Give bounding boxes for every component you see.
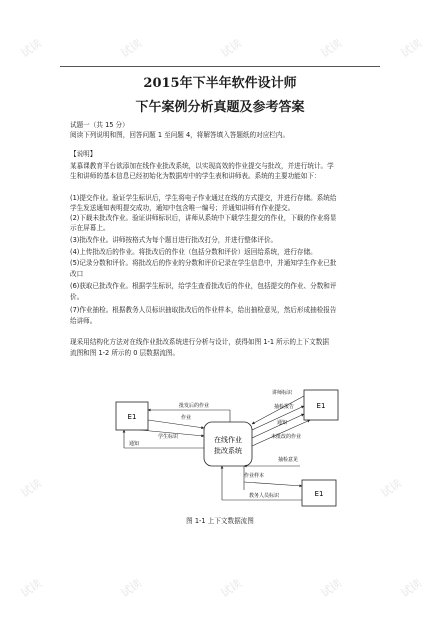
function-item-4: (4)上传批改后的作业。将批改后的作业（包括分数和评价）返回给系统，进行存储。 [70, 248, 317, 256]
watermark: 试读 [398, 576, 425, 601]
flow-arrow [244, 482, 302, 486]
function-item-3: (3)批改作业。讲师按格式为每个题目进行批改打分，并进行整体评价。 [70, 236, 278, 244]
flow-label-teacher-id: 讲师标识 [271, 390, 293, 396]
description-line: 生和讲师的基本信息已经初始化为数据库中的学生表和讲师表。系统的主要功能如下： [70, 172, 321, 180]
flow-label-spot-report: 抽检报告 [273, 404, 295, 410]
watermark: 试读 [218, 576, 245, 601]
watermark: 试读 [118, 576, 145, 601]
function-item-1: (1)提交作业。验证学生标识后，学生将电子作业通过在线的方式提交，并进行存储。系统给 [70, 194, 337, 202]
process-label-line2: 批改系统 [214, 447, 242, 455]
function-item-7-cont: 给讲师。 [70, 317, 97, 325]
outro-line: 现采用结构化方法对在线作业批改系统进行分析与设计，获得如图 1-1 所示的上下文数据 [70, 338, 329, 346]
figure-caption: 图 1-1 上下文数据流图 [186, 517, 254, 525]
outro-line: 流图和图 1-2 所示的 0 层数据流图。 [70, 349, 180, 357]
flow-label-student-id: 学生标识 [157, 434, 179, 440]
context-dfd [104, 382, 340, 510]
watermark: 试读 [18, 36, 45, 61]
watermark: 试读 [18, 476, 45, 501]
flow-arrow [148, 420, 204, 428]
process-label-line1: 在线作业 [214, 436, 242, 444]
flow-label-homework: 作业 [180, 415, 192, 421]
function-item-7: (7)作业抽检。根据教务人员标识抽取批改后的作业样本，给出抽检意见，然后形成抽检报告 [70, 306, 337, 314]
description-heading: 【说明】 [70, 150, 97, 158]
flow-label-staff-id: 教务人员标识 [248, 493, 280, 499]
flow-label-notice: 通知 [128, 441, 140, 447]
function-item-2-cont: 示在屏幕上。 [70, 224, 110, 232]
header-rule [60, 66, 380, 67]
entity-teacher-label: E1 [316, 402, 326, 410]
flow-label-graded-homework: 批发后的作业 [178, 403, 210, 409]
entity-student-label: E1 [127, 413, 137, 421]
function-item-1-cont: 学生发送通知表明提交成功，通知中包含唯一编号；并通知讲师有作业提交。 [70, 204, 295, 212]
watermark: 试读 [18, 576, 45, 601]
function-item-5-cont: 改口 [70, 270, 84, 278]
watermark: 试读 [318, 576, 345, 601]
entity-staff-label: E1 [314, 490, 324, 498]
function-item-6-cont: 价。 [70, 293, 84, 301]
function-item-5: (5)记录分数和评价。将批改后的作业的分数和评价记录在学生信息中，并通知学生作业已批 [70, 259, 337, 267]
description-line: 某慕课教育平台欲添加在线作业批改系统，以实现高效的作业提交与批改，并进行统计。学 [70, 162, 334, 170]
watermark: 试读 [218, 36, 245, 61]
question-instruction: 阅读下列说明和图，回答问题 1 至问题 4，将解答填入答题纸的对应栏内。 [70, 131, 290, 139]
function-item-6: (6)获取已批改作业。根据学生标识，给学生查看批改后的作业，包括提交的作业、分数和评 [70, 282, 337, 290]
flow-label-ungraded-homework: 未批改的作业 [270, 434, 302, 440]
function-item-2: (2)下载未批改作业。验证讲师标识后，讲师从系统中下载学生提交的作业，下载的作业将显 [70, 214, 337, 222]
watermark: 试读 [378, 476, 405, 501]
flow-label-spot-opinion: 抽检意见 [277, 457, 299, 463]
watermark: 试读 [118, 36, 145, 61]
question-number: 试题一（共 15 分） [70, 121, 129, 129]
watermark: 试读 [398, 36, 425, 61]
process-box [204, 422, 252, 466]
flow-label-homework-sample: 作业样本 [243, 473, 265, 479]
watermark: 试读 [318, 36, 345, 61]
document-title: 2015年下半年软件设计师 [143, 76, 297, 91]
flow-label-teacher-notice: 通知 [276, 420, 288, 426]
document-subtitle: 下午案例分析真题及参考答案 [135, 100, 305, 115]
